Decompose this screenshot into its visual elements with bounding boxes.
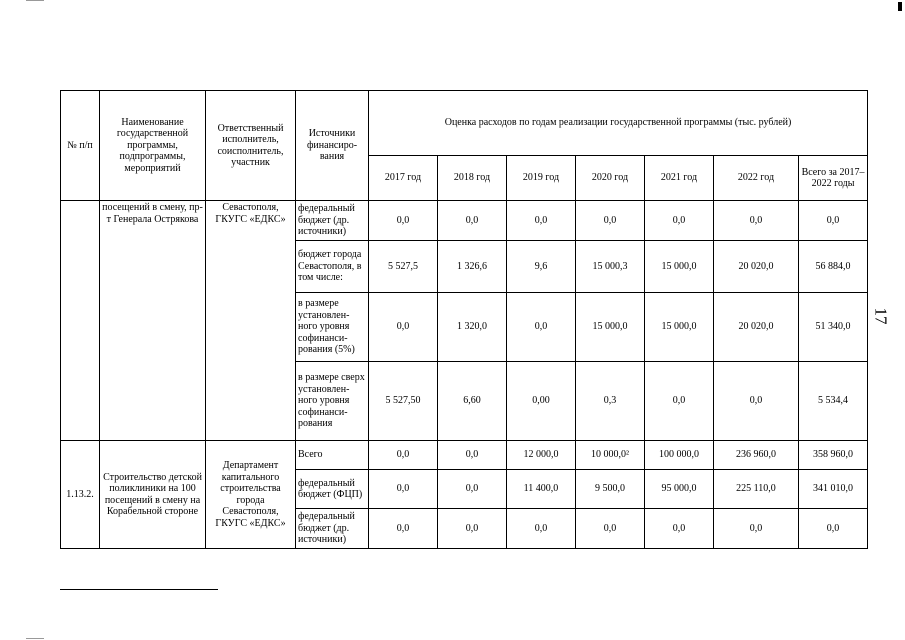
footnote-separator bbox=[60, 589, 218, 590]
value-cell: 15 000,3 bbox=[576, 241, 645, 293]
header-year-total: Всего за 2017–2022 годы bbox=[799, 156, 868, 201]
value-cell: 225 110,0 bbox=[714, 470, 799, 509]
value-cell: 0,0 bbox=[369, 293, 438, 362]
value-cell: 5 527,5 bbox=[369, 241, 438, 293]
value-cell: 95 000,0 bbox=[645, 470, 714, 509]
value-cell: 51 340,0 bbox=[799, 293, 868, 362]
value-cell: 1 326,6 bbox=[438, 241, 507, 293]
scan-mark-bottom bbox=[26, 638, 44, 639]
header-year: 2019 год bbox=[507, 156, 576, 201]
row-number-cell bbox=[61, 201, 100, 441]
page-number: 17 bbox=[871, 307, 891, 325]
value-cell: 10 000,0² bbox=[576, 441, 645, 470]
value-cell: 5 534,4 bbox=[799, 362, 868, 441]
value-cell: 9 500,0 bbox=[576, 470, 645, 509]
value-cell: 5 527,50 bbox=[369, 362, 438, 441]
value-cell: 0,0 bbox=[645, 201, 714, 241]
value-cell: 358 960,0 bbox=[799, 441, 868, 470]
value-cell: 6,60 bbox=[438, 362, 507, 441]
header-col-name: Наименование государственной программы, подпрограммы, мероприятий bbox=[100, 91, 206, 201]
value-cell: 236 960,0 bbox=[714, 441, 799, 470]
value-cell: 0,0 bbox=[645, 362, 714, 441]
responsible-executor: Департамент капитального строительства города Севастополя, ГКУГС «ЕДКС» bbox=[206, 441, 296, 549]
value-cell: 15 000,0 bbox=[645, 241, 714, 293]
value-cell: 0,0 bbox=[369, 470, 438, 509]
header-row bbox=[61, 91, 868, 156]
value-cell: 0,0 bbox=[799, 509, 868, 549]
value-cell: 0,0 bbox=[714, 509, 799, 549]
value-cell: 0,0 bbox=[369, 441, 438, 470]
value-cell: 0,0 bbox=[438, 441, 507, 470]
value-cell: 0,3 bbox=[576, 362, 645, 441]
header-col-responsible: Ответственный исполнитель, соисполнитель, участник bbox=[206, 91, 296, 201]
funding-source: федеральный бюджет (ФЦП) bbox=[296, 470, 369, 509]
value-cell: 12 000,0 bbox=[507, 441, 576, 470]
value-cell: 15 000,0 bbox=[645, 293, 714, 362]
value-cell: 0,0 bbox=[369, 201, 438, 241]
scan-mark-corner bbox=[898, 2, 902, 11]
header-year: 2020 год bbox=[576, 156, 645, 201]
table-row bbox=[61, 441, 868, 470]
value-cell: 20 020,0 bbox=[714, 241, 799, 293]
header-col-source: Источники финансиро-вания bbox=[296, 91, 369, 201]
funding-source: Всего bbox=[296, 441, 369, 470]
value-cell: 0,0 bbox=[714, 362, 799, 441]
value-cell: 15 000,0 bbox=[576, 293, 645, 362]
funding-source: бюджет города Севастополя, в том числе: bbox=[296, 241, 369, 293]
value-cell: 9,6 bbox=[507, 241, 576, 293]
value-cell: 1 320,0 bbox=[438, 293, 507, 362]
measure-name: посещений в смену, пр-т Генерала Острякова bbox=[100, 201, 206, 441]
funding-source: в размере сверх установлен-ного уровня софинанси-рования bbox=[296, 362, 369, 441]
responsible-executor: Севастополя, ГКУГС «ЕДКС» bbox=[206, 201, 296, 441]
scan-mark-top bbox=[26, 0, 44, 1]
value-cell: 0,0 bbox=[576, 509, 645, 549]
value-cell: 0,0 bbox=[645, 509, 714, 549]
value-cell: 56 884,0 bbox=[799, 241, 868, 293]
header-year: 2017 год bbox=[369, 156, 438, 201]
value-cell: 0,0 bbox=[799, 201, 868, 241]
value-cell: 0,0 bbox=[438, 201, 507, 241]
header-year: 2022 год bbox=[714, 156, 799, 201]
value-cell: 0,0 bbox=[507, 201, 576, 241]
value-cell: 0,0 bbox=[369, 509, 438, 549]
measure-name: Строительство детской поликлиники на 100 посещений в смену на Корабельной стороне bbox=[100, 441, 206, 549]
value-cell: 0,0 bbox=[714, 201, 799, 241]
value-cell: 0,0 bbox=[438, 470, 507, 509]
value-cell: 11 400,0 bbox=[507, 470, 576, 509]
value-cell: 0,0 bbox=[507, 293, 576, 362]
budget-table bbox=[60, 90, 868, 549]
value-cell: 0,0 bbox=[507, 509, 576, 549]
funding-source: федеральный бюджет (др. источники) bbox=[296, 201, 369, 241]
value-cell: 20 020,0 bbox=[714, 293, 799, 362]
row-number: 1.13.2. bbox=[61, 441, 100, 549]
header-col-number: № п/п bbox=[61, 91, 100, 201]
funding-source: в размере установлен-ного уровня софинанси-рования (5%) bbox=[296, 293, 369, 362]
header-year: 2018 год bbox=[438, 156, 507, 201]
funding-source: федеральный бюджет (др. источники) bbox=[296, 509, 369, 549]
value-cell: 0,0 bbox=[576, 201, 645, 241]
value-cell: 100 000,0 bbox=[645, 441, 714, 470]
table-row bbox=[61, 201, 868, 241]
value-cell: 0,00 bbox=[507, 362, 576, 441]
header-year: 2021 год bbox=[645, 156, 714, 201]
value-cell: 341 010,0 bbox=[799, 470, 868, 509]
value-cell: 0,0 bbox=[438, 509, 507, 549]
header-col-estimate: Оценка расходов по годам реализации государственной программы (тыс. рублей) bbox=[369, 91, 868, 156]
